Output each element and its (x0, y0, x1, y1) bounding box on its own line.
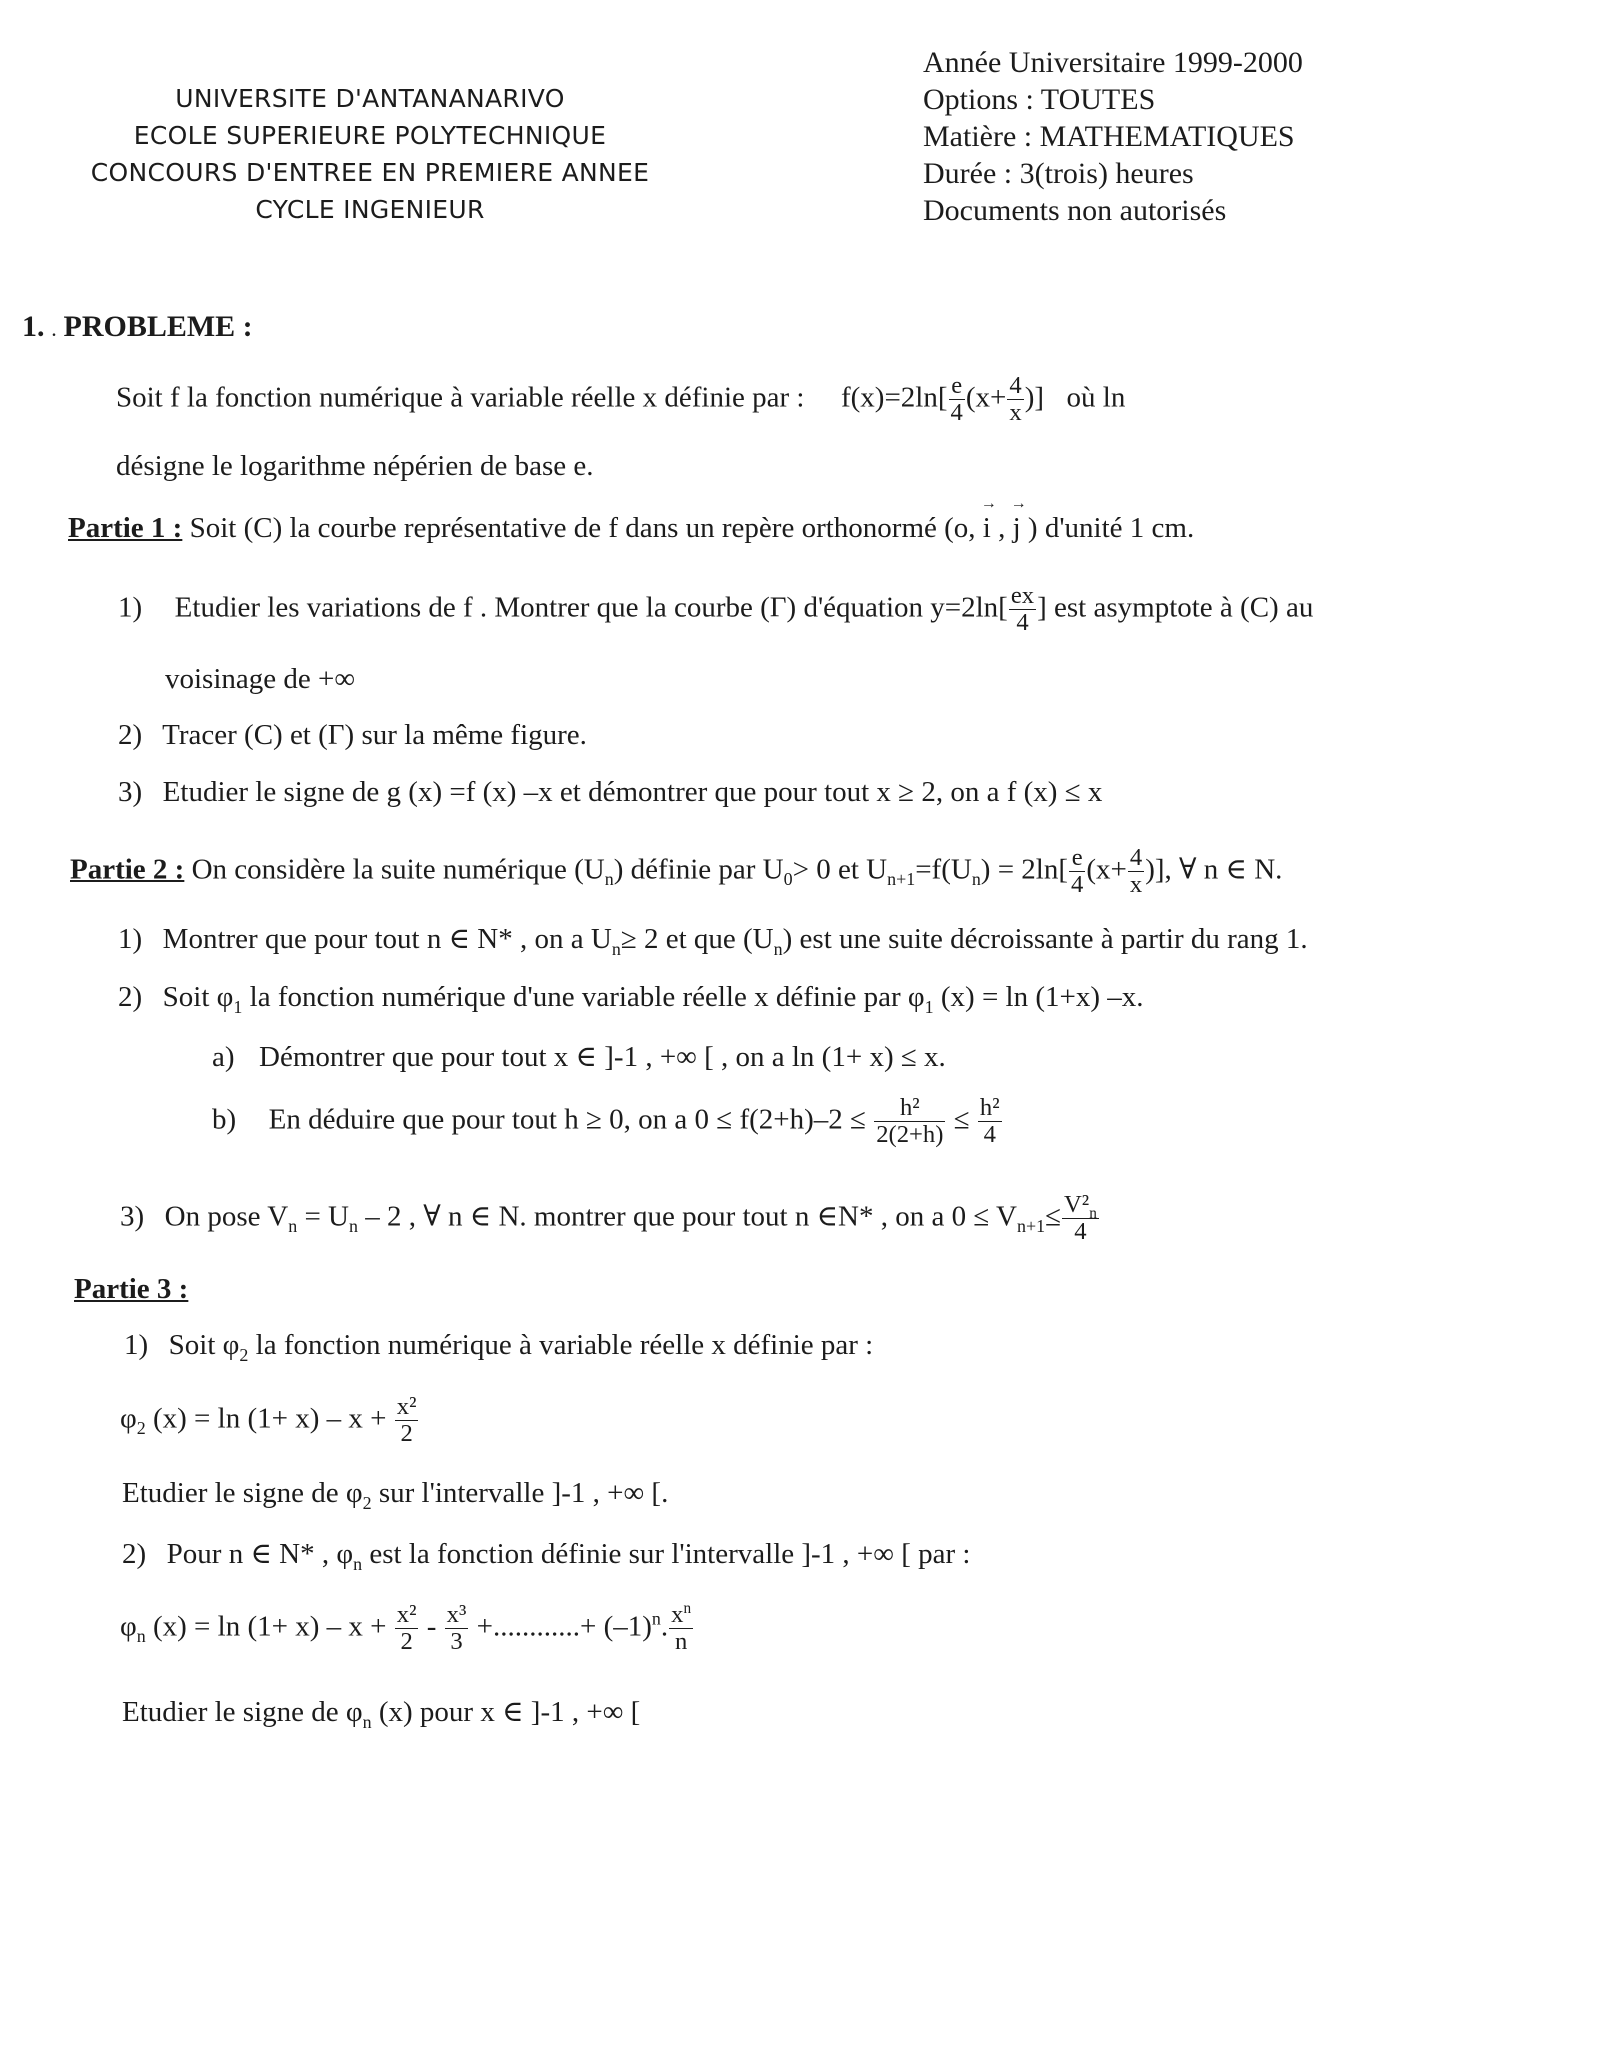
section-heading: PROBLEME : (63, 310, 253, 343)
documents-policy: Documents non autorisés (923, 194, 1227, 227)
partie1-intro: Partie 1 : Soit (C) la courbe représentative de f dans un repère orthonormé (o, → i , → j ) d'unité 1 cm. (68, 512, 1194, 545)
partie2-q2a: a) Démontrer que pour tout x ∈ ]-1 , +∞ [ , on a ln (1+ x) ≤ x. (212, 1041, 946, 1073)
section-title: 1. . PROBLEME : (22, 310, 253, 343)
partie3-label: Partie 3 : (74, 1273, 189, 1305)
partie1-q2: 2) Tracer (C) et (Γ) sur la même figure. (118, 719, 587, 751)
contest-name: CONCOURS D'ENTREE EN PREMIERE ANNEE (90, 158, 650, 187)
options: Options : TOUTES (923, 83, 1156, 116)
duration: Durée : 3(trois) heures (923, 157, 1194, 190)
partie3-phin-formula: $\varphi_n$ (x) = ln (1+ x) – x + $\frac{\text{x²}}{2}$ - $\frac{\text{x³}}{3}$ +............+ $(-1)^n$. $\frac{x^n}{n}$ (120, 1599, 692, 1655)
partie1-q3: 3) Etudier le signe de g (x) =f (x) –x et démontrer que pour tout x ≥ 2, on a f (x) ≤ x (118, 776, 1103, 808)
intro-line-1: Soit f la fonction numérique à variable réelle x définie par : f(x)=2ln[ $\frac{e}{4}$ (x+ $\frac{4}{x}$ )] où ln (116, 372, 1126, 426)
partie1-q1-line2: voisinage de +∞ (165, 663, 356, 695)
cycle-name: CYCLE INGENIEUR (255, 195, 485, 224)
partie2-q2b: b) En déduire que pour tout h ≥ 0, on a 0 ≤ f(2+h)–2 ≤ $\frac{\text{h²}}{2(2+h)}$ ≤ $\frac{\text{h²}}{4}$ (212, 1094, 1000, 1148)
partie1-label: Partie 1 : (68, 512, 183, 544)
exam-info (923, 44, 1303, 229)
partie2-q3: 3) On pose $V_n = U_n - 2$ , ∀ n ∈ N. montrer que pour tout n ∈N* , on a $0 \le V_{n+1}\le$ $\frac{V^2_n}{4}$ (120, 1191, 1097, 1245)
university-name: UNIVERSITE D'ANTANANARIVO (175, 84, 565, 113)
partie2-q2: 2) Soit $\varphi_1$ la fonction numérique d'une variable réelle x définie par $\varphi_1$ (x) = ln (1+x) –x. (118, 981, 1144, 1017)
school-name: ECOLE SUPERIEURE POLYTECHNIQUE (133, 121, 607, 150)
partie1-q1: 1) Etudier les variations de f . Montrer que la courbe (Γ) d'équation y=2ln[ $\frac{ex}{4}$ ] est asymptote à (C) au (118, 582, 1314, 636)
partie3-q2: 2) Pour n ∈ N* , $\varphi_n$ est la fonction définie sur l'intervalle ]-1 , +∞ [ par : (122, 1538, 971, 1574)
partie3-q1: 1) Soit $\varphi_2$ la fonction numérique à variable réelle x définie par : (124, 1329, 874, 1365)
vector-i: → i (983, 512, 991, 545)
partie3-phi2-formula: $\varphi_2$ (x) = ln (1+ x) – x + $\frac{\text{x²}}{2}$ (120, 1393, 417, 1447)
vector-j: → j (1013, 512, 1021, 545)
subject: Matière : MATHEMATIQUES (923, 120, 1295, 153)
institution-header (60, 80, 680, 228)
partie3-q1-study: Etudier le signe de $\varphi_2$ sur l'intervalle ]-1 , +∞ [. (122, 1477, 669, 1513)
partie2-intro: Partie 2 : On considère la suite numérique $(U_n)$ définie par $U_0> 0$ et $U_{n+1}=f(U_n) = 2\ln$[ $\frac{e}{4}$ (x+ $\frac{4}{x}$ )], ∀ n ∈ N. (70, 844, 1283, 898)
academic-year: Année Universitaire 1999-2000 (923, 46, 1303, 79)
partie3-q2-study: Etudier le signe de $\varphi_n$ (x) pour x ∈ ]-1 , +∞ [ (122, 1696, 641, 1732)
intro-line-2: désigne le logarithme népérien de base e. (116, 450, 594, 482)
partie2-label: Partie 2 : (70, 853, 185, 886)
partie2-q1: 1) Montrer que pour tout n ∈ N* , on a $U_n\ge 2$ et que $(U_n)$ est une suite décroissante à partir du rang 1. (118, 923, 1308, 959)
section-number: 1. (22, 310, 45, 343)
